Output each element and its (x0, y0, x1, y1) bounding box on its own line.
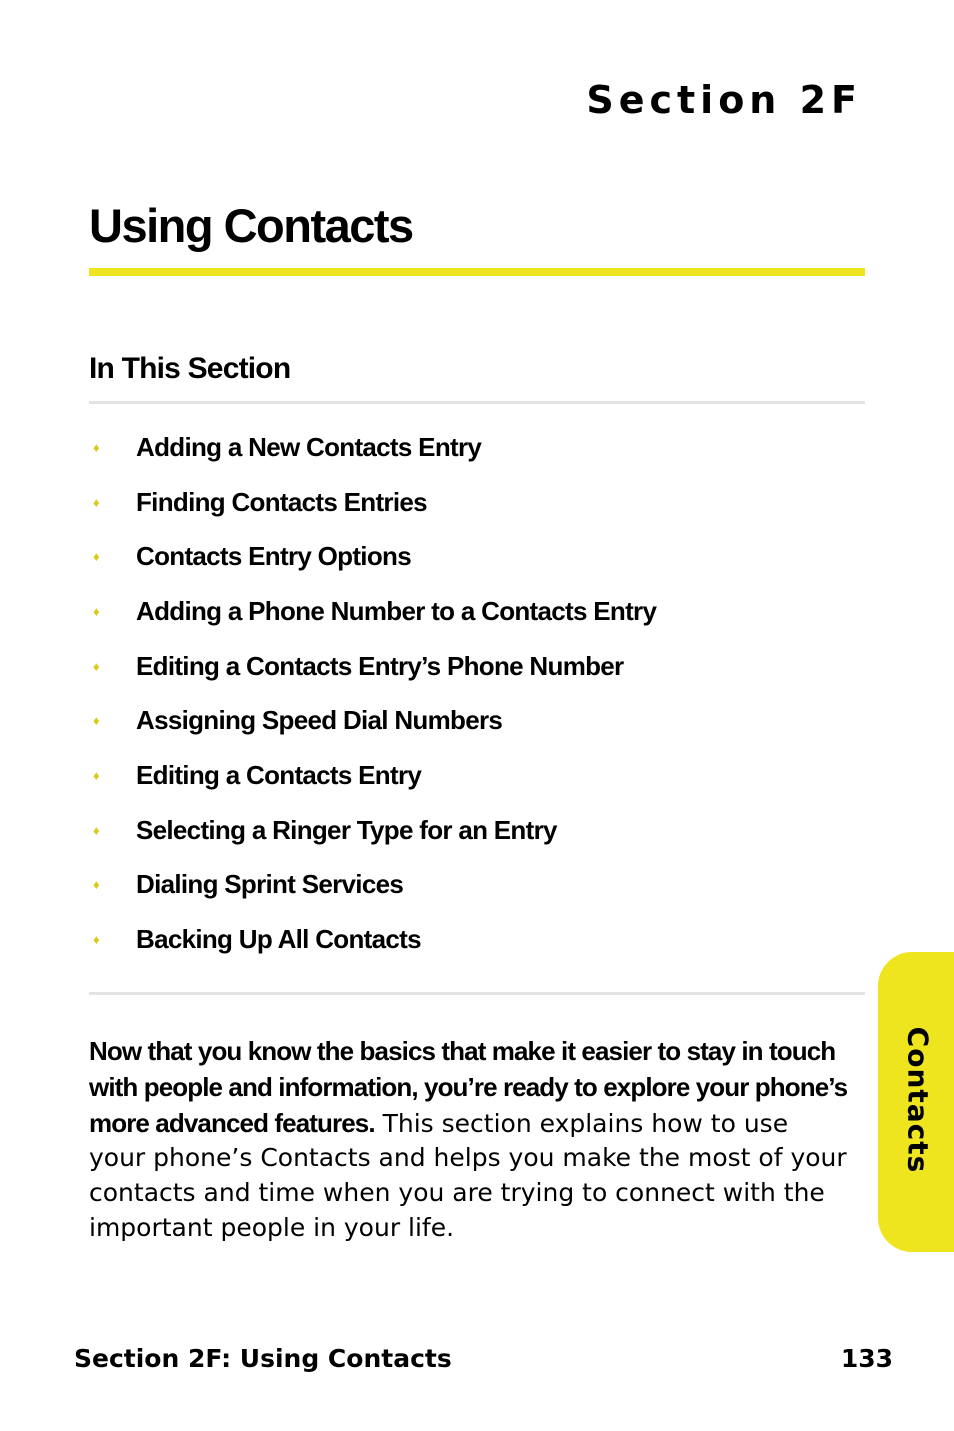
list-item (89, 420, 656, 475)
list-item (89, 529, 656, 584)
section-divider-top (89, 401, 865, 404)
section-topics-list (89, 420, 656, 967)
intro-body: This section explains how to use your phone’s Contacts and helps you make the most of your contacts and time when you are trying to connect with the important people in your life. (89, 1108, 847, 1242)
title-underline (89, 268, 865, 276)
list-item (89, 912, 656, 967)
topic-label: Finding Contacts Entries (136, 486, 427, 517)
diamond-bullet-icon: ♦ (93, 494, 99, 510)
diamond-bullet-icon: ♦ (93, 439, 99, 455)
footer-page-number: 133 (840, 1344, 893, 1373)
topic-label: Backing Up All Contacts (136, 924, 421, 955)
list-item (89, 803, 656, 858)
side-tab-label: Contacts (901, 1026, 935, 1174)
diamond-bullet-icon: ♦ (93, 713, 99, 729)
topic-label: Editing a Contacts Entry (136, 759, 422, 790)
topic-label: Adding a New Contacts Entry (136, 431, 482, 462)
diamond-bullet-icon: ♦ (93, 603, 99, 619)
list-item (89, 475, 656, 530)
page-title: Using Contacts (89, 199, 413, 252)
footer-section-title: Section 2F: Using Contacts (74, 1344, 452, 1373)
topic-label: Assigning Speed Dial Numbers (136, 705, 503, 736)
in-this-section-heading: In This Section (89, 352, 291, 385)
diamond-bullet-icon: ♦ (93, 658, 99, 674)
section-label: Section 2F (586, 78, 862, 122)
section-divider-bottom (89, 992, 865, 995)
list-item (89, 693, 656, 748)
list-item (89, 748, 656, 803)
topic-label: Dialing Sprint Services (136, 869, 404, 900)
intro-paragraph (89, 1034, 849, 1246)
list-item (89, 858, 656, 913)
topic-label: Editing a Contacts Entry’s Phone Number (136, 650, 624, 681)
diamond-bullet-icon: ♦ (93, 549, 99, 565)
diamond-bullet-icon: ♦ (93, 877, 99, 893)
intro-lead: Now that you know the basics that make it easier to stay in touch with people and information, you’re ready to explore your phone’s more advanced features. (89, 1036, 848, 1138)
topic-label: Adding a Phone Number to a Contacts Entry (136, 595, 657, 626)
diamond-bullet-icon: ♦ (93, 932, 99, 948)
topic-label: Selecting a Ringer Type for an Entry (136, 814, 557, 845)
diamond-bullet-icon: ♦ (93, 767, 99, 783)
diamond-bullet-icon: ♦ (93, 822, 99, 838)
list-item (89, 639, 656, 694)
topic-label: Contacts Entry Options (136, 541, 411, 572)
list-item (89, 584, 656, 639)
